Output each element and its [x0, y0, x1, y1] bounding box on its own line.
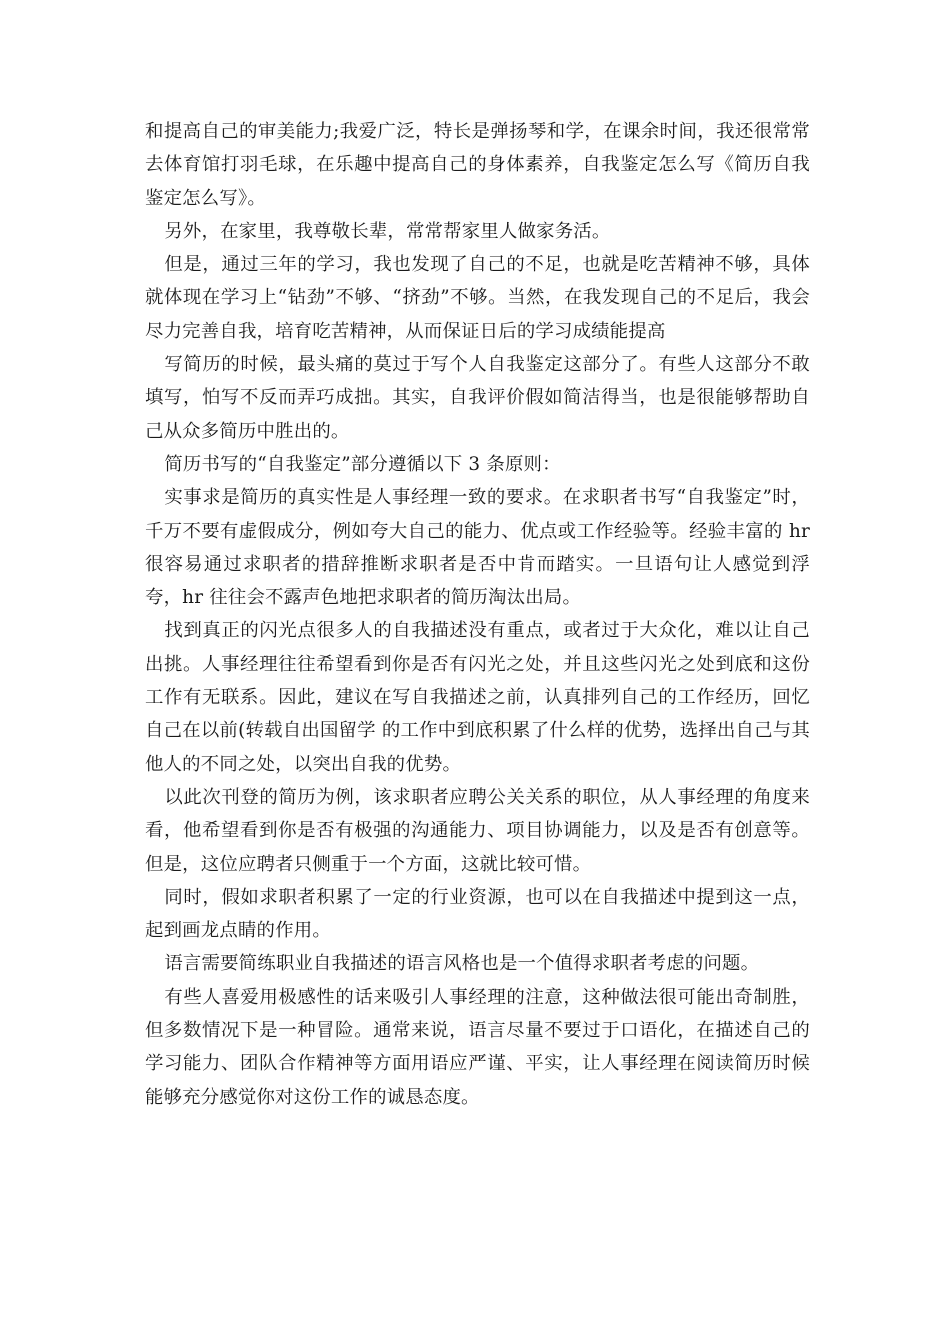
paragraph-7: 找到真正的闪光点很多人的自我描述没有重点，或者过于大众化，难以让自己出挑。人事经理往往希望看到你是否有闪光之处，并且这些闪光之处到底和这份工作有无联系。因此，建议在写自我描述之前，认真排列自己的工作经历，回忆自己在以前(转载自出国留学 的工作中到底积累了什么样的优势，选择出自己与其他人的不同之处，以突出自我的优势。: [145, 620, 810, 775]
paragraph-9: 同时，假如求职者积累了一定的行业资源，也可以在自我描述中提到这一点，起到画龙点睛的作用。: [145, 886, 810, 942]
paragraph-11: 有些人喜爱用极感性的话来吸引人事经理的注意，这种做法很可能出奇制胜，但多数情况下是一种冒险。通常来说，语言尽量不要过于口语化，在描述自己的学习能力、团队合作精神等方面用语应严谨、平实，让人事经理在阅读简历时候能够充分感觉你对这份工作的诚恳态度。: [145, 986, 810, 1108]
paragraph-8: 以此次刊登的简历为例，该求职者应聘公关关系的职位，从人事经理的角度来看，他希望看到你是否有极强的沟通能力、项目协调能力，以及是否有创意等。但是，这位应聘者只侧重于一个方面，这就比较可惜。: [145, 786, 810, 875]
paragraph-1: 和提高自己的审美能力;我爱广泛，特长是弹扬琴和学，在课余时间，我还很常常去体育馆打羽毛球，在乐趣中提高自己的身体素养，自我鉴定怎么写《简历自我鉴定怎么写》。: [145, 121, 810, 209]
paragraph-3: 但是，通过三年的学习，我也发现了自己的不足，也就是吃苦精神不够，具体就体现在学习上“钻劲”不够、“挤劲”不够。当然，在我发现自己的不足后，我会尽力完善自我，培育吃苦精神，从而保证日后的学习成绩能提高: [145, 254, 810, 342]
paragraph-6: 实事求是简历的真实性是人事经理一致的要求。在求职者书写“自我鉴定”时，千万不要有虚假成分，例如夸大自己的能力、优点或工作经验等。经验丰富的 hr 很容易通过求职者的措辞推断求职者是否中肯而踏实。一旦语句让人感觉到浮夸，hr 往往会不露声色地把求职者的简历淘汰出局。: [145, 487, 810, 609]
paragraph-4: 写简历的时候，最头痛的莫过于写个人自我鉴定这部分了。有些人这部分不敢填写，怕写不反而弄巧成拙。其实，自我评价假如简洁得当，也是很能够帮助自己从众多简历中胜出的。: [145, 354, 810, 442]
document-body: [145, 115, 810, 1114]
paragraph-5: 简历书写的“自我鉴定”部分遵循以下 3 条原则：: [164, 453, 561, 475]
paragraph-10: 语言需要简练职业自我描述的语言风格也是一个值得求职者考虑的问题。: [164, 953, 760, 975]
paragraph-2: 另外，在家里，我尊敬长辈，常常帮家里人做家务活。: [164, 220, 611, 242]
